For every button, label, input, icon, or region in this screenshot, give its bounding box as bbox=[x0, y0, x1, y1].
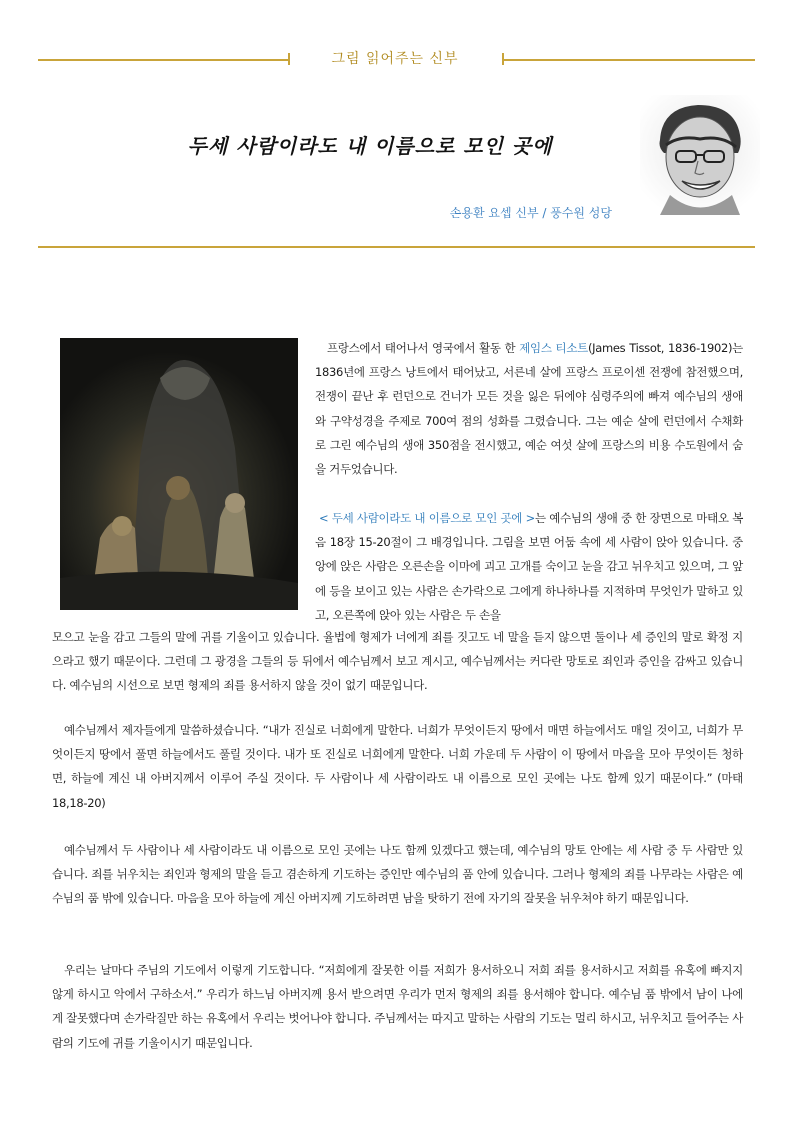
painting-title: < 두세 사람이라도 내 이름으로 모인 곳에 > bbox=[319, 511, 535, 525]
author-portrait bbox=[640, 95, 760, 215]
section-label: 그림 읽어주는 신부 bbox=[331, 51, 459, 67]
paragraph-conclusion: 우리는 날마다 주님의 기도에서 이렇게 기도합니다. “저희에게 잘못한 이를 저희가 용서하오니 저희 죄를 용서하시고 저희를 유혹에 빠지지 않게 하시고 악에서 구하소서.” 우리가 하느님 아버지께 용서 받으려면 우리가 먼저 형제의 죄를 용서해야 합니다. 예수님 품 밖에서 남이 나에게 잘못했다며 손가락질만 하는 유혹에서 우리는 벗어나야 합니다. 주님께서는 따지고 말하는 사람의 기도는 멀리 하시고, 뉘우치고 들어주는 사람의 기도에 귀를 기울이시기 때문입니다. bbox=[52, 963, 743, 1050]
artist-name: 제임스 티소트 bbox=[519, 341, 588, 355]
intro-text-start: 프랑스에서 태어나서 영국에서 활동 한 bbox=[327, 341, 520, 355]
article-title: 두세 사람이라도 내 이름으로 모인 곳에 bbox=[187, 134, 553, 158]
header-rule-right bbox=[504, 59, 755, 61]
header-tick-left bbox=[288, 53, 290, 65]
description-text: 는 예수님의 생애 중 한 장면으로 마태오 복음 18장 15-20절이 그 배경입니다. 그림을 보면 어둠 속에 세 사람이 앉아 있습니다. 중앙에 앉은 사람은 오른손을 이마에 괴고 고개를 숙이고 눈을 감고 뉘우치고 있으며, 그 앞에 등을 보이고 있는 사람은 손가락으로 그에게 하나하나를 지적하며 무엇인가 말하고 있고, 오른쪽에 앉아 있는 사람은 두 손을 bbox=[315, 511, 743, 622]
intro-text-rest: (James Tissot, 1836-1902)는 1836년에 프랑스 낭트에서 태어났고, 서른네 살에 프랑스 프로이센 전쟁에 참전했으며, 전쟁이 끝난 후 런던으로 건너가 모든 것을 잃은 뒤에야 심령주의에 빠져 예수님의 생애와 구약성경을 주제로 700여 점의 성화를 그렸습니다. 그는 예순 살에 런던에서 수채화로 그린 예수님의 생애 350점을 전시했고, 예순 여섯 살에 프랑스의 비용 수도원에서 숨을 거두었습니다. bbox=[315, 341, 743, 477]
paragraph-description bbox=[315, 506, 743, 627]
paragraph-reflection: 예수님께서 두 사람이나 세 사람이라도 내 이름으로 모인 곳에는 나도 함께 있겠다고 했는데, 예수님의 망토 안에는 세 사람 중 두 사람만 있습니다. 죄를 뉘우치는 죄인과 형제의 말을 듣고 겸손하게 기도하는 증인만 예수님의 품 안에 있습니다. 그러나 형제의 죄를 나무라는 사람은 예수님의 품 밖에 있습니다. 마음을 모아 하늘에 계신 아버지께 기도하려면 남을 탓하기 전에 자기의 잘못을 뉘우쳐야 하기 때문입니다. bbox=[52, 843, 743, 906]
header-rule-left bbox=[38, 59, 288, 61]
paragraph-intro bbox=[315, 336, 743, 481]
header-rule-bottom bbox=[38, 246, 755, 248]
author-byline: 손용환 요셉 신부 / 풍수원 성당 bbox=[449, 206, 612, 220]
painting-image bbox=[60, 338, 298, 610]
paragraph-description-continued: 모으고 눈을 감고 그들의 말에 귀를 기울이고 있습니다. 율법에 형제가 너에게 죄를 짓고도 네 말을 듣지 않으면 둘이나 세 증인의 말로 확정 지으라고 했기 때문이다. 그런데 그 광경을 그들의 등 뒤에서 예수님께서 보고 계시고, 예수님께서는 커다란 망토로 죄인과 증인을 감싸고 있습니다. 예수님의 시선으로 보면 형제의 죄를 용서하지 않을 것이 없기 때문입니다. bbox=[52, 630, 743, 693]
paragraph-scripture: 예수님께서 제자들에게 말씀하셨습니다. “내가 진실로 너희에게 말한다. 너희가 무엇이든지 땅에서 매면 하늘에서도 매일 것이고, 너희가 무엇이든지 땅에서 풀면 하늘에서도 풀릴 것이다. 내가 또 진실로 너희에게 말한다. 너희 가운데 두 사람이 이 땅에서 마음을 모아 무엇이든 청하면, 하늘에 계신 내 아버지께서 이루어 주실 것이다. 두 사람이나 세 사람이라도 내 이름으로 모인 곳에는 나도 함께 있기 때문이다.” (마태 18,18-20) bbox=[52, 723, 743, 810]
